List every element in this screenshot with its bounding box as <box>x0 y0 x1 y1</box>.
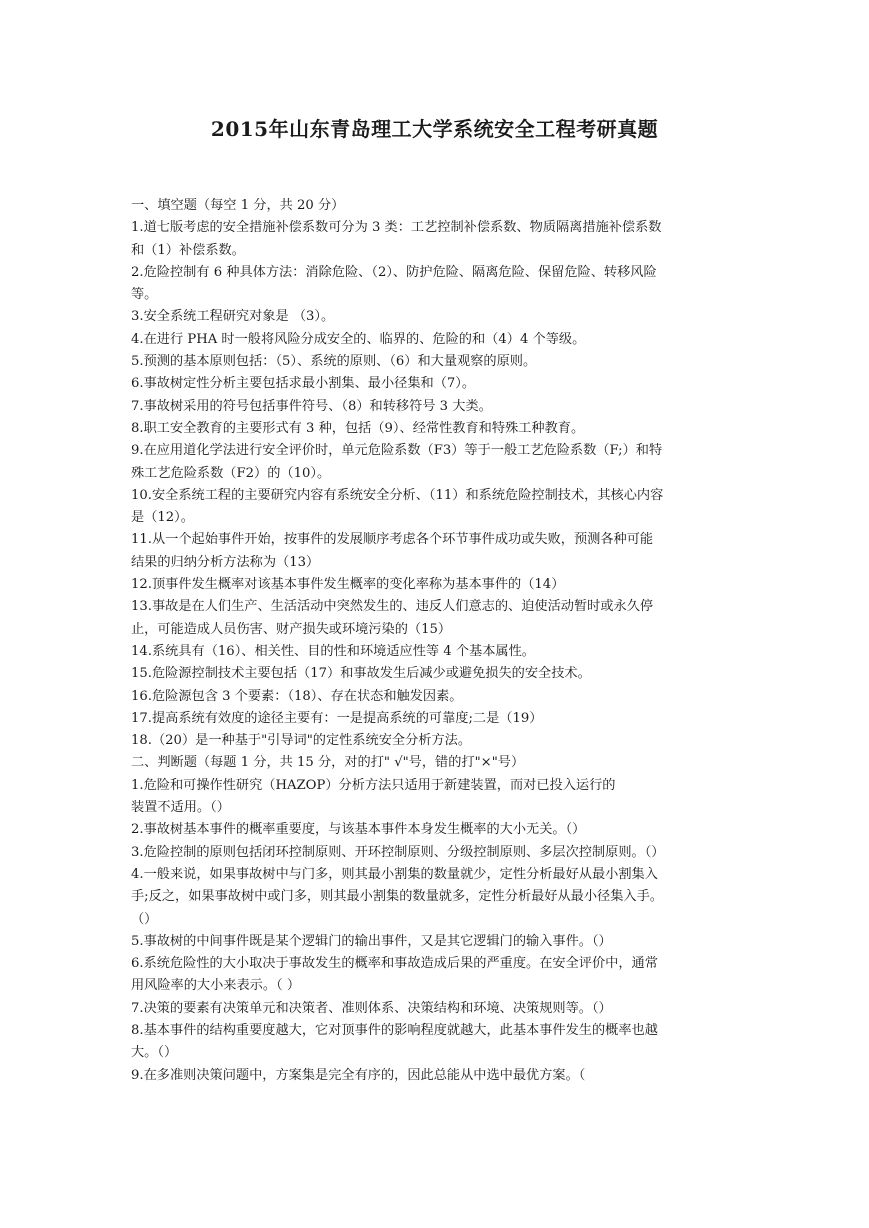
question-text-line: 13.事故是在人们生产、生活活动中突然发生的、违反人们意志的、迫使活动暂时或永久停 <box>131 599 654 615</box>
fill-in-question-6 <box>131 373 745 395</box>
question-text-line: 10.安全系统工程的主要研究内容有系统安全分析、（11）和系统危险控制技术，其核心内容 <box>131 487 664 503</box>
true-false-question-list <box>131 775 745 1087</box>
question-text-line: 7.决策的要素有决策单元和决策者、准则体系、决策结构和环境、决策规则等。（） <box>131 1000 612 1016</box>
question-text-line: 手;反之，如果事故树中或门多，则其最小割集的数量就多，定性分析最好从最小径集入手。 <box>131 889 663 905</box>
fill-in-question-5 <box>131 351 745 373</box>
fill-in-question-2 <box>131 262 745 307</box>
question-text-line: 5.事故树的中间事件既是某个逻辑门的输出事件，又是其它逻辑门的输入事件。（） <box>131 933 612 949</box>
question-text-line: 5.预测的基本原则包括：（5）、系统的原则、（6）和大量观察的原则。 <box>131 354 537 370</box>
question-text-line: 结果的归纳分析方法称为（13） <box>131 554 320 570</box>
question-text-line: 等。 <box>131 287 158 303</box>
question-text-line: 3.安全系统工程研究对象是 （3）。 <box>131 309 335 325</box>
true-false-question-9 <box>131 1065 745 1087</box>
fill-in-question-11 <box>131 529 745 574</box>
fill-in-question-14 <box>131 641 745 663</box>
document-body <box>131 195 745 1087</box>
fill-in-question-3 <box>131 306 745 328</box>
section-heading-fill-in: 一、填空题（每空 1 分，共 20 分） <box>131 198 345 213</box>
true-false-question-2 <box>131 819 745 841</box>
fill-in-question-8 <box>131 418 745 440</box>
question-text-line: 16.危险源包含 3 个要素：（18）、存在状态和触发因素。 <box>131 688 463 704</box>
question-text-line: 2.危险控制有 6 种具体方法：消除危险、（2）、防护危险、隔离危险、保留危险、转移风险 <box>131 264 657 280</box>
question-text-line: 是（12）。 <box>131 510 194 526</box>
question-text-line: 3.危险控制的原则包括闭环控制原则、开环控制原则、分级控制原则、多层次控制原则。（） <box>131 844 665 860</box>
fill-in-question-10 <box>131 485 745 530</box>
question-text-line: 18.（20）是一种基于"引导词"的定性系统安全分析方法。 <box>131 733 472 749</box>
question-text-line: （） <box>131 911 158 927</box>
question-text-line: 6.系统危险性的大小取决于事故发生的概率和事故造成后果的严重度。在安全评价中，通常 <box>131 956 658 972</box>
question-text-line: 4.一般来说，如果事故树中与门多，则其最小割集的数量就少，定性分析最好从最小割集入 <box>131 866 658 882</box>
question-text-line: 8.职工安全教育的主要形式有 3 种，包括（9）、经常性教育和特殊工种教育。 <box>131 420 585 436</box>
question-text-line: 装置不适用。（） <box>131 800 230 816</box>
question-text-line: 7.事故树采用的符号包括事件符号、（8）和转移符号 3 大类。 <box>131 398 492 414</box>
fill-in-question-7 <box>131 396 745 418</box>
question-text-line: 和（1）补偿系数。 <box>131 242 245 258</box>
question-text-line: 用风险率的大小来表示。（ ） <box>131 978 301 994</box>
fill-in-question-13 <box>131 596 745 641</box>
question-text-line: 8.基本事件的结构重要度越大，它对顶事件的影响程度就越大，此基本事件发生的概率也越 <box>131 1022 658 1038</box>
true-false-question-1 <box>131 775 745 820</box>
section-heading-true-false: 二、判断题（每题 1 分，共 15 分，对的打" √"号，错的打"×"号） <box>131 755 525 771</box>
question-text-line: 15.危险源控制技术主要包括（17）和事故发生后减少或避免损失的安全技术。 <box>131 666 591 682</box>
question-text-line: 6.事故树定性分析主要包括求最小割集、最小径集和（7）。 <box>131 376 476 392</box>
fill-in-question-15 <box>131 663 745 685</box>
true-false-question-3 <box>131 842 745 864</box>
question-text-line: 1.危险和可操作性研究（HAZOP）分析方法只适用于新建装置，而对已投入运行的 <box>131 777 616 793</box>
question-text-line: 14.系统具有（16）、相关性、目的性和环境适应性等 4 个基本属性。 <box>131 643 535 659</box>
question-text-line: 1.道七版考虑的安全措施补偿系数可分为 3 类：工艺控制补偿系数、物质隔离措施补偿系数 <box>131 220 662 236</box>
question-text-line: 2.事故树基本事件的概率重要度，与该基本事件本身发生概率的大小无关。（） <box>131 822 586 838</box>
question-text-line: 17.提高系统有效度的途径主要有：一是提高系统的可靠度;二是（19） <box>131 710 543 726</box>
true-false-question-5 <box>131 931 745 953</box>
question-text-line: 殊工艺危险系数（F2）的（10）。 <box>131 465 331 481</box>
question-text-line: 4.在进行 PHA 时一般将风险分成安全的、临界的、危险的和（4）4 个等级。 <box>131 331 586 347</box>
document-title: 2015年山东青岛理工大学系统安全工程考研真题 <box>210 117 659 141</box>
fill-in-question-9 <box>131 440 745 485</box>
question-text-line: 大。（） <box>131 1045 178 1061</box>
fill-in-question-list <box>131 217 745 752</box>
question-text-line: 11.从一个起始事件开始，按事件的发展顺序考虑各个环节事件成功或失败，预测各种可能 <box>131 532 654 548</box>
fill-in-question-1 <box>131 217 745 262</box>
true-false-question-6 <box>131 953 745 998</box>
true-false-question-4 <box>131 864 745 931</box>
fill-in-question-12 <box>131 574 745 596</box>
fill-in-question-16 <box>131 686 745 708</box>
true-false-question-8 <box>131 1020 745 1065</box>
question-text-line: 止，可能造成人员伤害、财产损失或环境污染的（15） <box>131 621 452 637</box>
question-text-line: 9.在应用道化学法进行安全评价时，单元危险系数（F3）等于一般工艺危险系数（F;）和特 <box>131 443 663 459</box>
fill-in-question-4 <box>131 329 745 351</box>
true-false-question-7 <box>131 998 745 1020</box>
fill-in-question-17 <box>131 708 745 730</box>
fill-in-question-18 <box>131 730 745 752</box>
question-text-line: 12.顶事件发生概率对该基本事件发生概率的变化率称为基本事件的（14） <box>131 577 565 593</box>
question-text-line: 9.在多准则决策问题中，方案集是完全有序的，因此总能从中选中最优方案。（ <box>131 1067 586 1083</box>
